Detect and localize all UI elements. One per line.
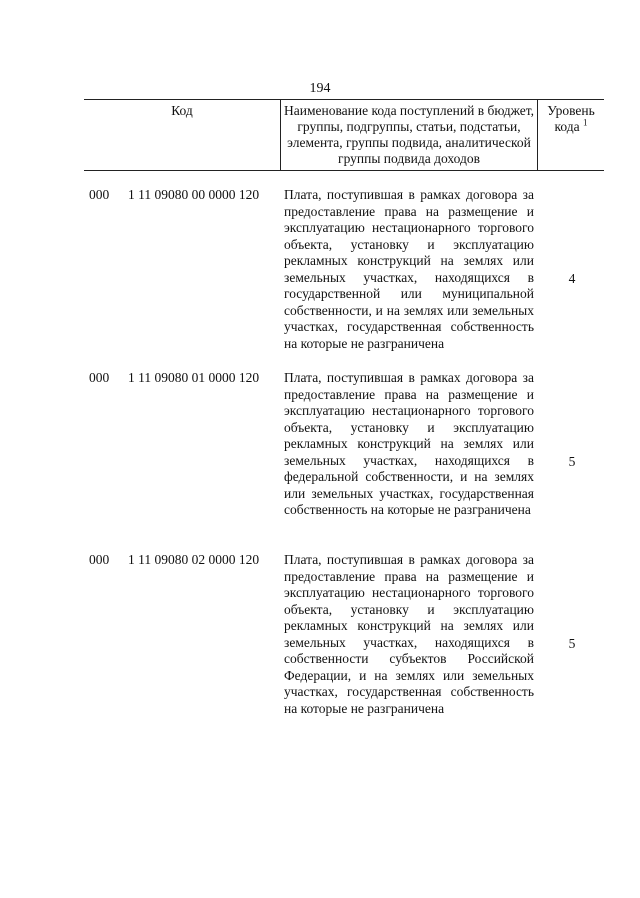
row-prefix: 000 — [89, 187, 110, 202]
row-prefix: 000 — [89, 370, 110, 385]
page-number: 194 — [309, 81, 331, 96]
header-name: Наименование кода поступлений в бюджет, группы, подгруппы, статьи, подстатьи, элемента, группы подвида, аналитической группы подвида доходов — [280, 100, 538, 170]
header-level-label: Уровень кода — [547, 103, 595, 134]
row-level: 5 — [568, 636, 576, 651]
row-code: 1 11 09080 01 0000 120 — [128, 370, 260, 385]
table-header — [84, 99, 604, 171]
row-prefix: 000 — [89, 552, 110, 567]
row-description: Плата, поступившая в рамках договора за предоставление права на размещение и эксплуатацию нестационарного торгового объекта, установку и эксплуатацию рекламных конструкций на землях или земельных участках, находящихся в собственности субъектов Российской Федерации, и на землях или земельных участках, государственная собственность на которые не разграничена — [284, 552, 534, 716]
header-code: Код — [171, 103, 193, 118]
row-code: 1 11 09080 00 0000 120 — [128, 187, 260, 202]
row-level: 4 — [568, 271, 576, 286]
row-level: 5 — [568, 454, 576, 469]
row-description: Плата, поступившая в рамках договора за предоставление права на размещение и эксплуатацию нестационарного торгового объекта, установку и эксплуатацию рекламных конструкций на землях или земельных участках, находящихся в государственной или муниципальной собственности, и на землях или земельных участках, государственная собственность на которые не разграничена — [284, 187, 534, 351]
header-level-footnote: 1 — [582, 117, 588, 128]
row-code: 1 11 09080 02 0000 120 — [128, 552, 260, 567]
header-level — [538, 100, 604, 170]
row-description: Плата, поступившая в рамках договора за предоставление права на размещение и эксплуатацию нестационарного торгового объекта, установку и эксплуатацию рекламных конструкций на землях или земельных участках, находящихся в федеральной собственности, и на землях или земельных участках, государственная собственность на которые не разграничена — [284, 370, 534, 517]
